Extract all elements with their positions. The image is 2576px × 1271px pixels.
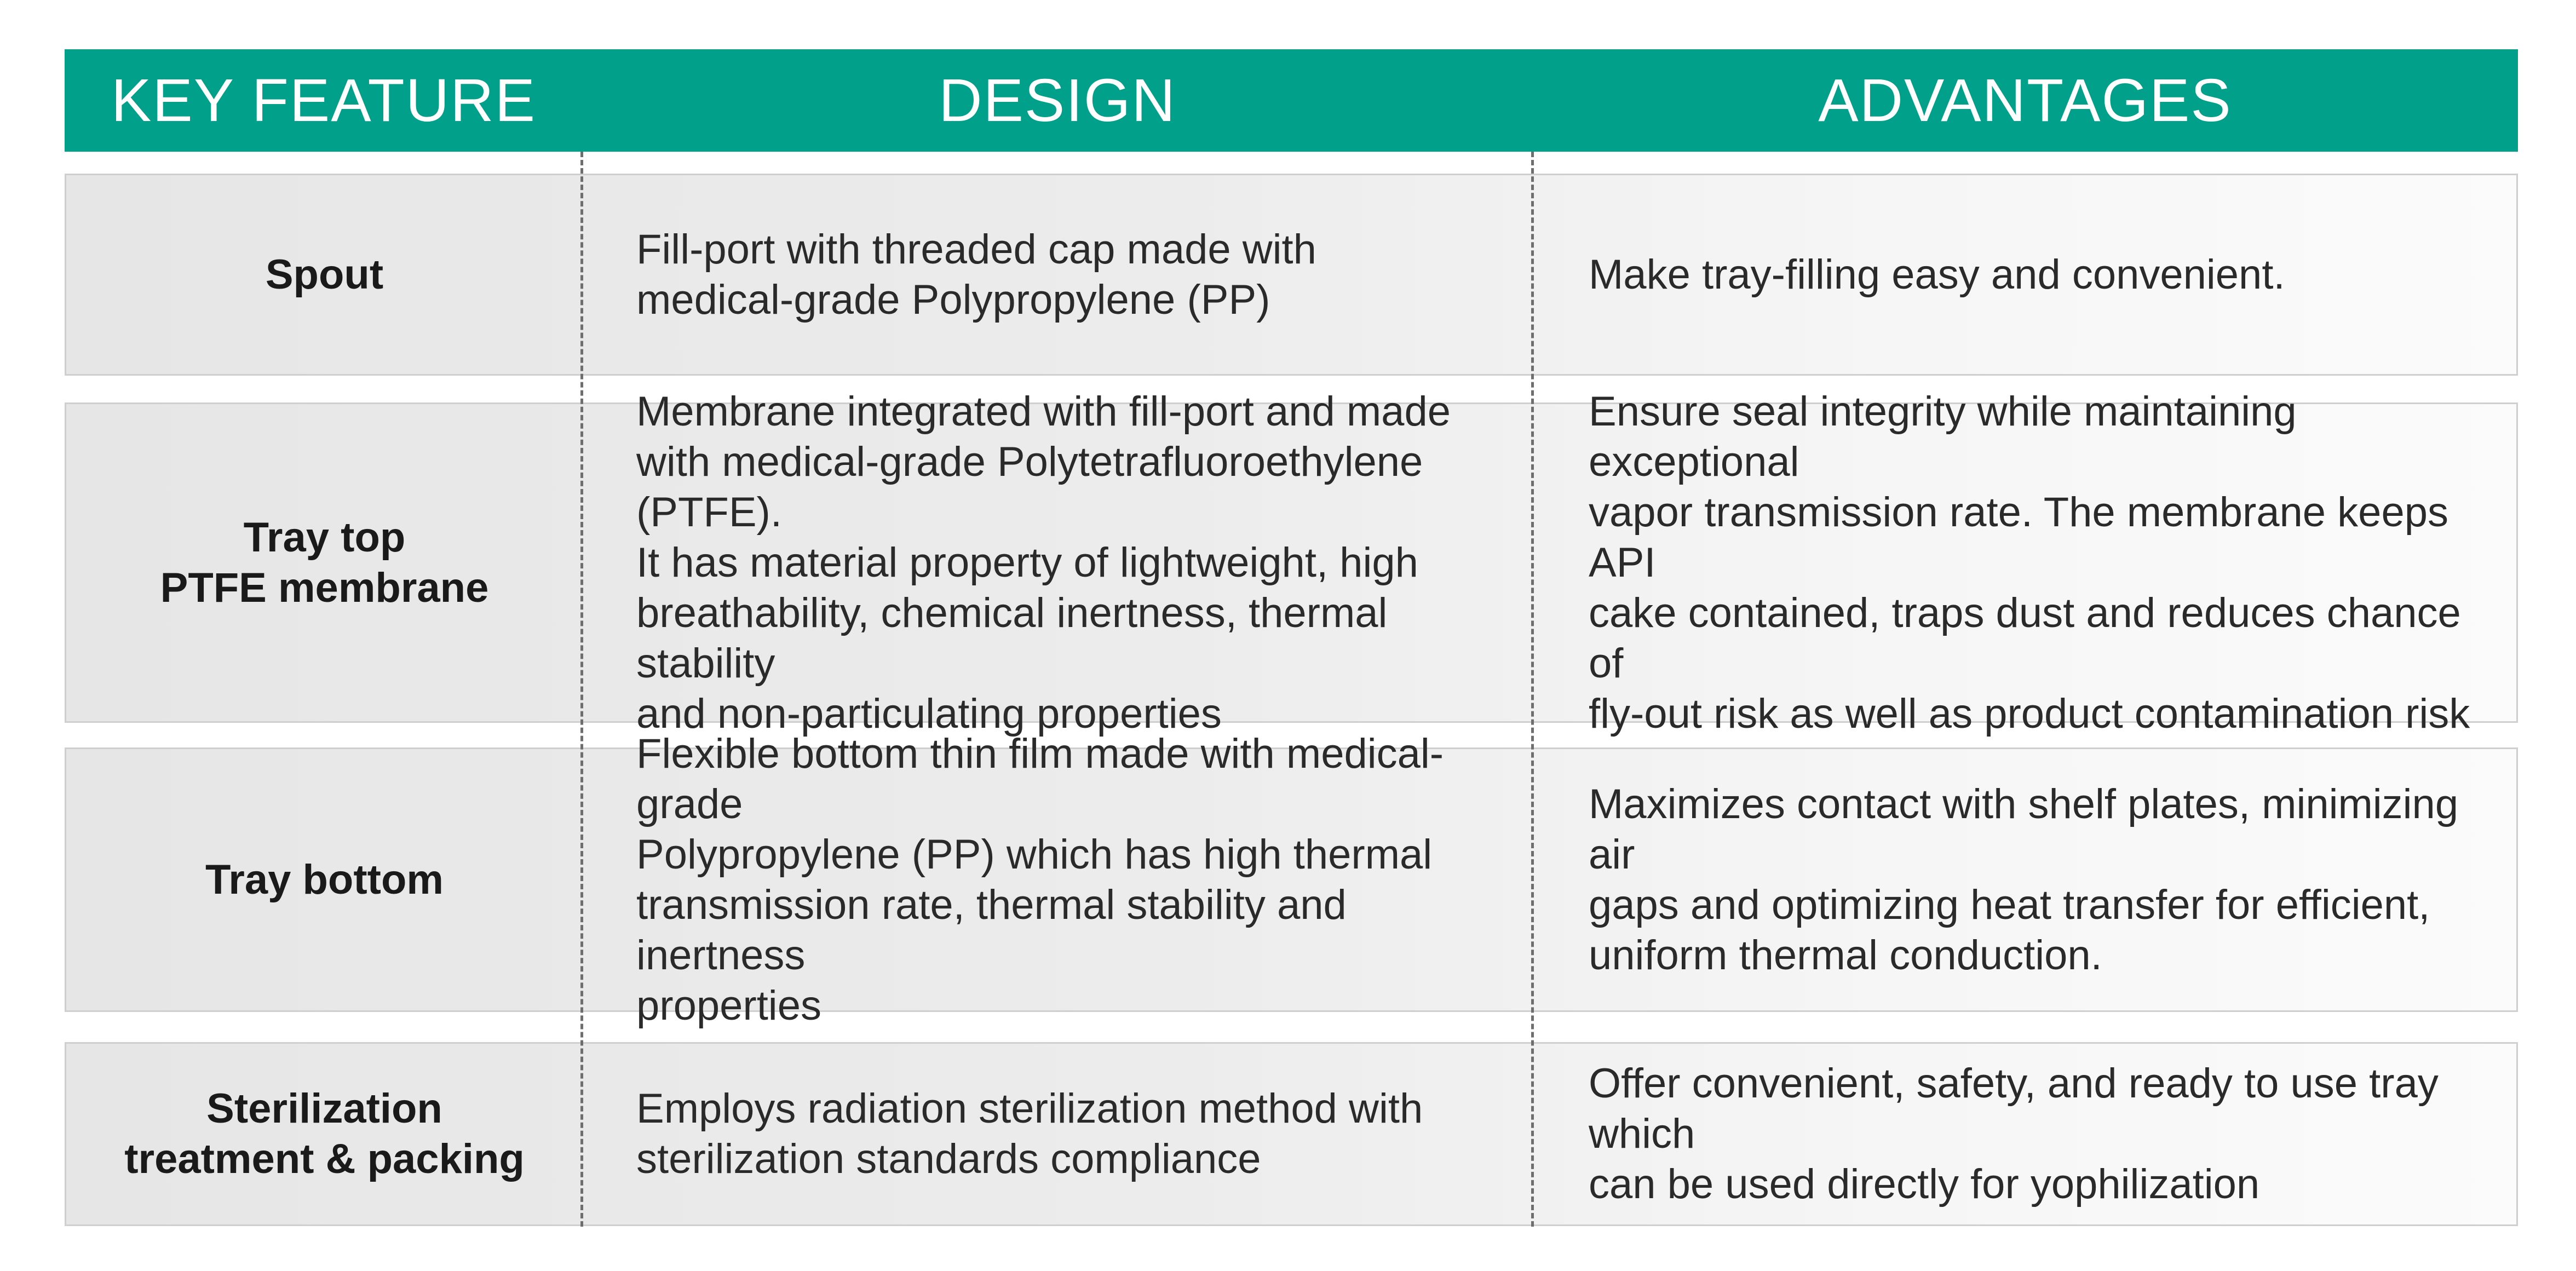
design-text: Employs radiation sterilization method with sterilization standards compliance — [636, 1085, 1423, 1182]
header-advantages: ADVANTAGES — [1818, 67, 2232, 134]
design-cell — [584, 1044, 1534, 1224]
advantages-text: Ensure seal integrity while maintaining exceptional vapor transmission rate. The membrane keeps API cake contained, traps dust and reduces chance of fly-out risk as well as product contamination risk — [1589, 388, 2470, 737]
advantages-text: Offer convenient, safety, and ready to use tray which can be used directly for yophilization — [1589, 1060, 2439, 1207]
table-row-spout — [65, 174, 2518, 376]
feature-label: Sterilization treatment & packing — [124, 1085, 525, 1182]
feature-cell — [66, 1044, 583, 1224]
feature-label: Tray top PTFE membrane — [160, 514, 489, 611]
design-cell — [584, 175, 1534, 374]
header-design: DESIGN — [939, 67, 1176, 134]
header-key-feature: KEY FEATURE — [111, 67, 536, 134]
feature-label: Tray bottom — [205, 856, 444, 903]
table-row-tray-bottom — [65, 730, 2518, 1029]
advantages-cell — [1534, 175, 2518, 374]
design-text: Membrane integrated with fill-port and made with medical-grade Polytetrafluoroethylene (PTFE). It has material property of lightweight, high breathability, chemical inertness, thermal stability and non-particulating properties — [636, 388, 1451, 737]
feature-label: Spout — [265, 251, 384, 298]
design-text: Fill-port with threaded cap made with medical-grade Polypropylene (PP) — [636, 226, 1316, 323]
design-cell — [584, 388, 1534, 737]
advantages-cell — [1534, 388, 2518, 737]
advantages-cell — [1534, 749, 2518, 1010]
advantages-cell — [1534, 1044, 2518, 1224]
feature-cell — [66, 175, 583, 374]
design-cell — [584, 730, 1534, 1029]
table-row-tray-top — [65, 388, 2518, 737]
table-row-sterilization — [65, 1042, 2518, 1226]
column-divider — [1531, 152, 1534, 1227]
column-divider — [580, 152, 583, 1227]
advantages-text: Maximizes contact with shelf plates, minimizing air gaps and optimizing heat transfer for efficient, uniform thermal conduction. — [1589, 780, 2459, 979]
feature-cell — [66, 749, 583, 1010]
design-text: Flexible bottom thin film made with medical-grade Polypropylene (PP) which has high thermal transmission rate, thermal stability and inertness properties — [636, 730, 1444, 1029]
feature-cell — [66, 404, 583, 721]
advantages-text: Make tray-filling easy and convenient. — [1589, 251, 2285, 298]
